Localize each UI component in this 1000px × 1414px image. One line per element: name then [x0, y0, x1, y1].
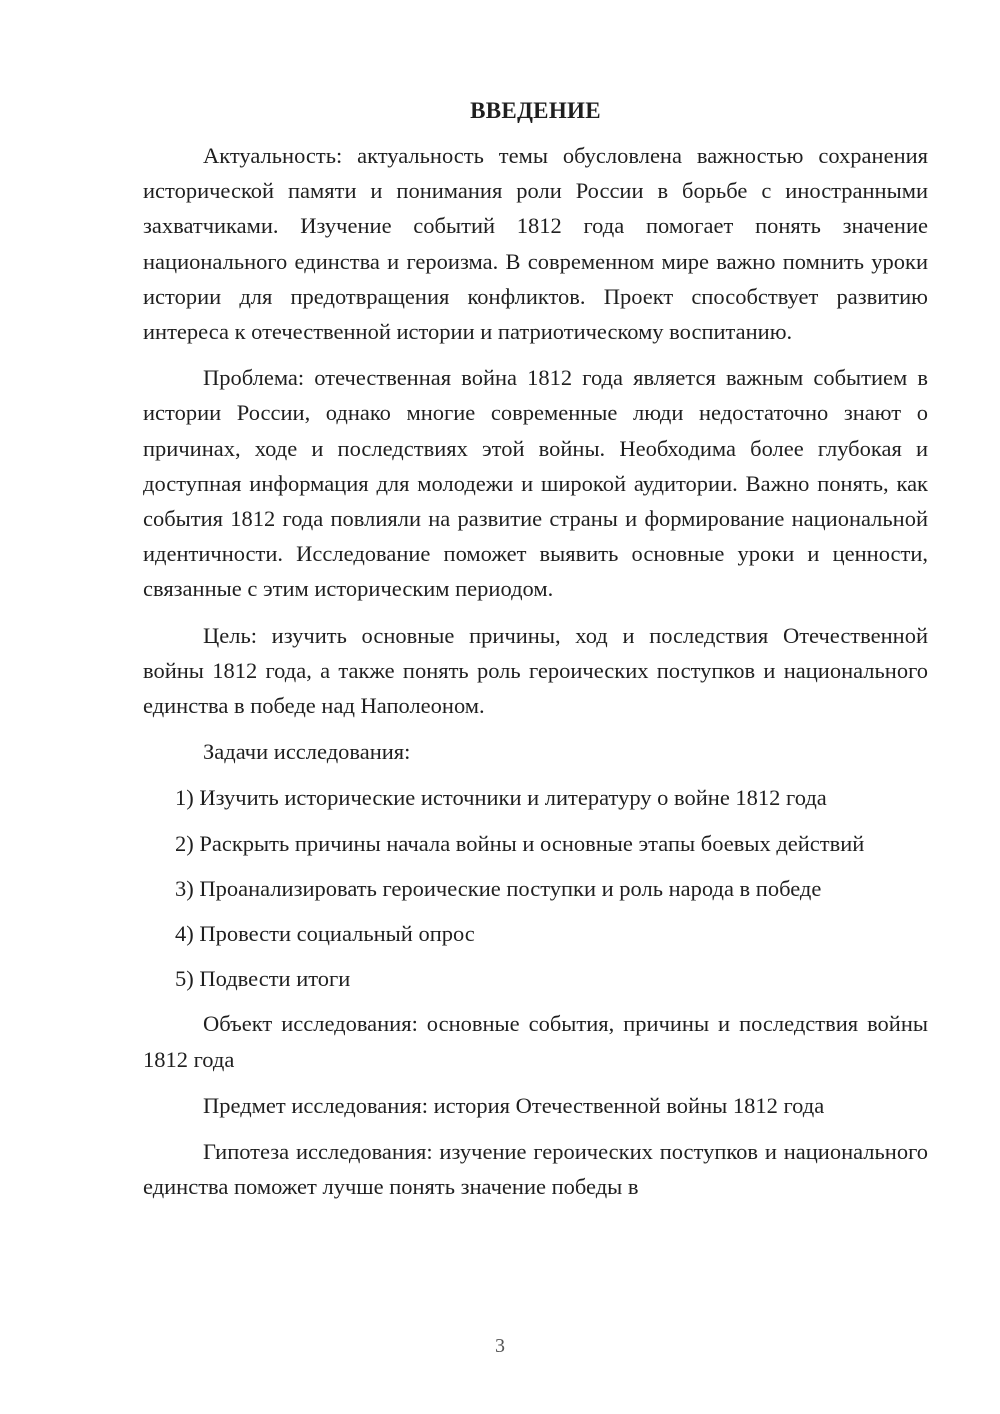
hypothesis-paragraph: Гипотеза исследования: изучение героических поступков и национального единства поможет лучше понять значение победы в	[143, 1139, 928, 1200]
relevance-paragraph: Актуальность: актуальность темы обусловлена важностью сохранения исторической памяти и понимания роли России в борьбе с иностранными захватчиками. Изучение событий 1812 года помогает понять значение национального единства и героизма. В современном мире важно помнить уроки истории для предотвращения конфликтов. Проект способствует развитию интереса к отечественной истории и патриотическому воспитанию.	[143, 143, 928, 345]
task-item: 1) Изучить исторические источники и литературу о войне 1812 года	[175, 785, 827, 811]
object-paragraph: Объект исследования: основные события, причины и последствия войны 1812 года	[143, 1011, 928, 1072]
section-heading: ВВЕДЕНИЕ	[470, 98, 601, 123]
problem-paragraph: Проблема: отечественная война 1812 года является важным событием в истории России, однако многие современные люди недостаточно знают о причинах, ходе и последствиях этой войны. Необходима более глубокая и доступная информация для молодежи и широкой аудитории. Важно понять, как события 1812 года повлияли на развитие страны и формирование национальной идентичности. Исследование поможет выявить основные уроки и ценности, связанные с этим историческим периодом.	[143, 365, 928, 602]
tasks-title: Задачи исследования:	[203, 739, 411, 765]
goal-paragraph: Цель: изучить основные причины, ход и последствия Отечественной войны 1812 года, а также понять роль героических поступков и национального единства в победе над Наполеоном.	[143, 622, 928, 719]
task-item: 5) Подвести итоги	[175, 966, 351, 992]
page-number: 3	[495, 1335, 505, 1357]
page-content	[143, 96, 928, 1204]
task-item: 2) Раскрыть причины начала войны и основные этапы боевых действий	[175, 830, 865, 856]
subject-paragraph: Предмет исследования: история Отечественной войны 1812 года	[203, 1092, 825, 1118]
task-item: 3) Проанализировать героические поступки и роль народа в победе	[175, 875, 822, 901]
task-item: 4) Провести социальный опрос	[175, 921, 475, 947]
